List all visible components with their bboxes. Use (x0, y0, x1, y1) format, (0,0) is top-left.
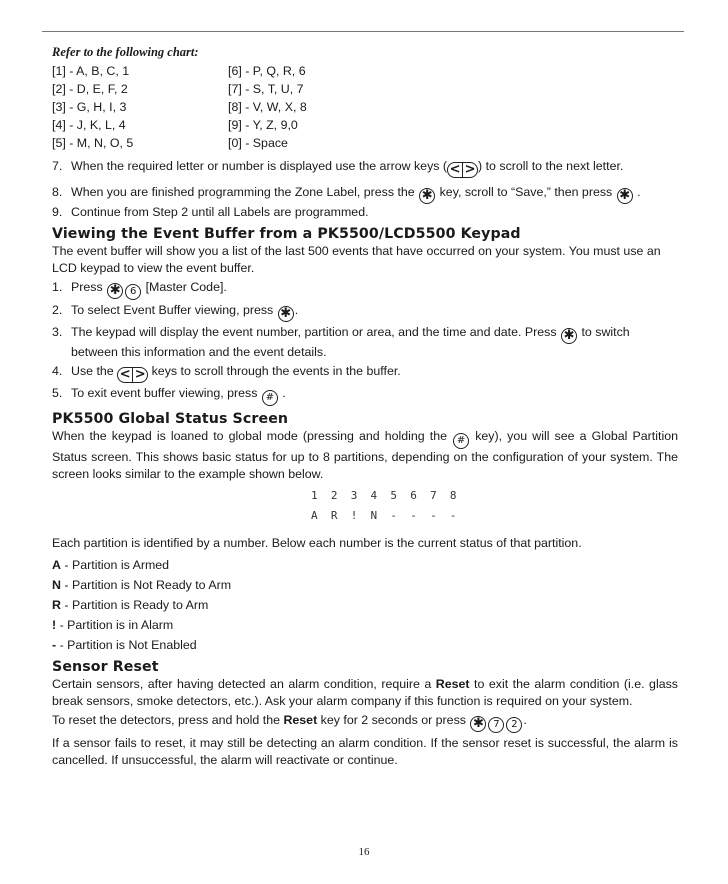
status-item: R - Partition is Ready to Arm (52, 598, 209, 612)
step-8: 8. When you are finished programming the Zone Label, press the ✱ key, scroll to “Save,” then press ✱ . (52, 185, 641, 203)
status-item: - - Partition is Not Enabled (52, 638, 197, 652)
event-step-3: 3. The keypad will display the event number, partition or area, and the time and date. Press ✱ to switch between this information and the event details. (52, 325, 630, 359)
page-number: 16 (358, 846, 370, 858)
sensor-reset-para-2: To reset the detectors, press and hold the Reset key for 2 seconds or press ✱ 7 2 . (52, 713, 527, 731)
page-content (52, 44, 678, 769)
chart-entry: [5] - M, N, O, 5 (52, 136, 134, 150)
reset-emphasis: Reset (435, 677, 470, 691)
chart-entry: [7] - S, T, U, 7 (228, 82, 304, 96)
chart-entry: [0] - Space (228, 136, 288, 150)
chart-entry: [2] - D, E, F, 2 (52, 82, 128, 96)
header-rule (42, 31, 684, 32)
event-step-1: 1. Press ✱ 6 [Master Code]. (52, 280, 227, 298)
star-key-icon: ✱ (107, 283, 123, 299)
star-key-icon: ✱ (470, 716, 486, 732)
lcd-partition-numbers: 1 2 3 4 5 6 7 8 (311, 489, 460, 502)
event-buffer-intro: The event buffer will show you a list of the last 500 events that have occurred on your system. You must use an LCD keypad to view the event buffer. (52, 244, 661, 275)
event-step-5: 5. To exit event buffer viewing, press # . (52, 385, 678, 406)
status-item: A - Partition is Armed (52, 558, 170, 572)
chart-intro: Refer to the following chart: (52, 45, 199, 59)
star-key-icon: ✱ (419, 188, 435, 204)
status-item: ! - Partition is in Alarm (52, 618, 174, 632)
step-7: 7. When the required letter or number is displayed use the arrow keys ( < > ) to scroll to the next letter. (52, 159, 624, 177)
sensor-reset-heading: Sensor Reset (52, 659, 159, 675)
left-arrow-icon: < (119, 367, 131, 382)
star-key-icon: ✱ (617, 188, 633, 204)
hash-key-icon: # (453, 433, 469, 449)
star-key-icon: ✱ (561, 328, 577, 344)
chart-entry: [1] - A, B, C, 1 (52, 64, 130, 78)
reset-emphasis: Reset (283, 713, 318, 727)
chart-entry: [8] - V, W, X, 8 (228, 100, 307, 114)
character-chart (52, 62, 678, 152)
chart-entry: [3] - G, H, I, 3 (52, 100, 127, 114)
right-arrow-icon: > (132, 368, 147, 382)
step-9: 9. Continue from Step 2 until all Labels are programmed. (52, 205, 369, 219)
global-status-intro: When the keypad is loaned to global mode (pressing and holding the # key), you will see a Global Partition Status screen. This shows basic status for up to 8 partitions, depending on the configuration of your system. The screen looks similar to the example shown below. (52, 429, 678, 481)
event-step-4: 4. Use the < > keys to scroll through the events in the buffer. (52, 364, 401, 382)
partition-explain: Each partition is identified by a number. Below each number is the current status of that partition. (52, 536, 582, 550)
star-key-icon: ✱ (278, 306, 294, 322)
lcd-partition-status: A R ! N - - - - (311, 509, 460, 522)
event-step-2: 2. To select Event Buffer viewing, press ✱ . (52, 303, 299, 321)
seven-key-icon: 7 (488, 717, 504, 733)
sensor-reset-para-3: If a sensor fails to reset, it may still be detecting an alarm condition. If the sensor reset is successful, the alarm is cancelled. If unsuccessful, the alarm will reactivate or continue. (52, 736, 678, 767)
two-key-icon: 2 (506, 717, 522, 733)
event-buffer-heading: Viewing the Event Buffer from a PK5500/LCD5500 Keypad (52, 226, 521, 242)
sensor-reset-para-1: Certain sensors, after having detected an alarm condition, require a Reset to exit the alarm condition (i.e. glass break sensors, smoke detectors, etc.). Ask your alarm company if this function is required on your system. (52, 677, 678, 708)
hash-key-icon: # (262, 390, 278, 406)
six-key-icon: 6 (125, 284, 141, 300)
arrow-keys-icon (447, 162, 478, 178)
chart-entry: [6] - P, Q, R, 6 (228, 64, 306, 78)
left-arrow-icon: < (449, 162, 461, 177)
right-arrow-icon: > (462, 163, 477, 177)
chart-entry: [4] - J, K, L, 4 (52, 118, 126, 132)
arrow-keys-icon (117, 367, 148, 383)
status-legend (52, 555, 678, 655)
chart-entry: [9] - Y, Z, 9,0 (228, 118, 298, 132)
global-status-heading: PK5500 Global Status Screen (52, 411, 289, 427)
status-item: N - Partition is Not Ready to Arm (52, 578, 232, 592)
